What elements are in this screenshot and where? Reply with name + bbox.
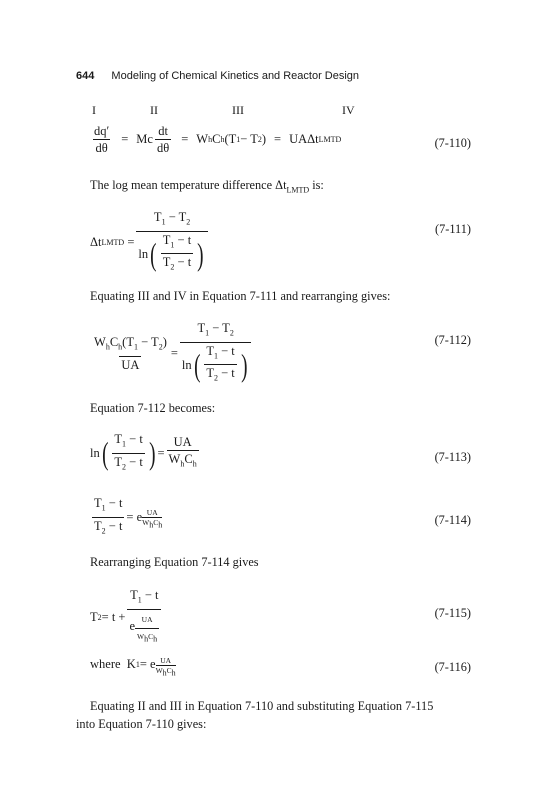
final-line-1: Equating II and III in Equation 7-110 and substituting Equation 7-115: [90, 699, 434, 713]
becomes-text: Equation 7-112 becomes:: [90, 401, 216, 415]
page-number: 644: [76, 70, 95, 82]
equation-7-110: $\frac{dq'}{d\theta}$ = Mc $\frac{dt}{d\theta}$ = W h C h (T 1 − T 2 ) = UAΔt LMTD: [94, 124, 342, 155]
equating-text: Equating III and IV in Equation 7-111 and rearranging gives:: [90, 289, 391, 303]
final-paragraph: [90, 697, 470, 715]
equation-number-7-111: (7-111): [435, 222, 471, 236]
equation-number-7-110: (7-110): [434, 136, 471, 150]
equation-number-7-116: (7-116): [434, 660, 471, 674]
roman-label-2: II: [150, 103, 158, 117]
equation-7-113: ln ( $\frac{T_1 - t}{T_2 - t}$ ) = $\frac{UA}{W_hC_h}$: [90, 432, 201, 474]
equation-7-116: where K 1 = e UA $W_hC_h$: [90, 656, 176, 678]
final-line-2: into Equation 7-110 gives:: [76, 717, 207, 731]
equation-7-115: T 2 = t + $T_1 - t$ e UA $W_hC_h$: [90, 588, 163, 646]
where-label: where: [90, 657, 121, 672]
roman-label-1: I: [92, 103, 96, 117]
lmtd-intro-sub: LMTD: [286, 185, 310, 195]
lmtd-intro-b: is:: [309, 178, 324, 192]
equation-7-114: $\frac{T_1 - t}{T_2 - t}$ = e UA $W_hC_h$: [90, 496, 162, 538]
final-line-2-wrap: [76, 715, 206, 733]
equation-7-112: $\frac{W_hC_h(T_1 - T_2)}{UA}$ = $T_1 - T_2$ ln ( $\frac{T_1 - t}{T_2 - t}$ ): [90, 321, 253, 386]
equation-7-111: Δt LMTD = $T_1 - T_2$ ln ( $\frac{T_1 - t}{T_2 - t}$ ): [90, 210, 210, 275]
roman-label-4: IV: [342, 103, 355, 117]
rearranging-text: Rearranging Equation 7-114 gives: [90, 555, 259, 569]
equation-number-7-115: (7-115): [434, 606, 471, 620]
equation-number-7-114: (7-114): [434, 513, 471, 527]
equation-number-7-113: (7-113): [434, 450, 471, 464]
equation-number-7-112: (7-112): [434, 333, 471, 347]
roman-label-3: III: [232, 103, 244, 117]
lmtd-intro: [90, 176, 324, 199]
page-header: [76, 70, 359, 82]
running-title: Modeling of Chemical Kinetics and Reactor Design: [111, 70, 360, 82]
lmtd-intro-a: The log mean temperature difference Δt: [90, 178, 287, 192]
